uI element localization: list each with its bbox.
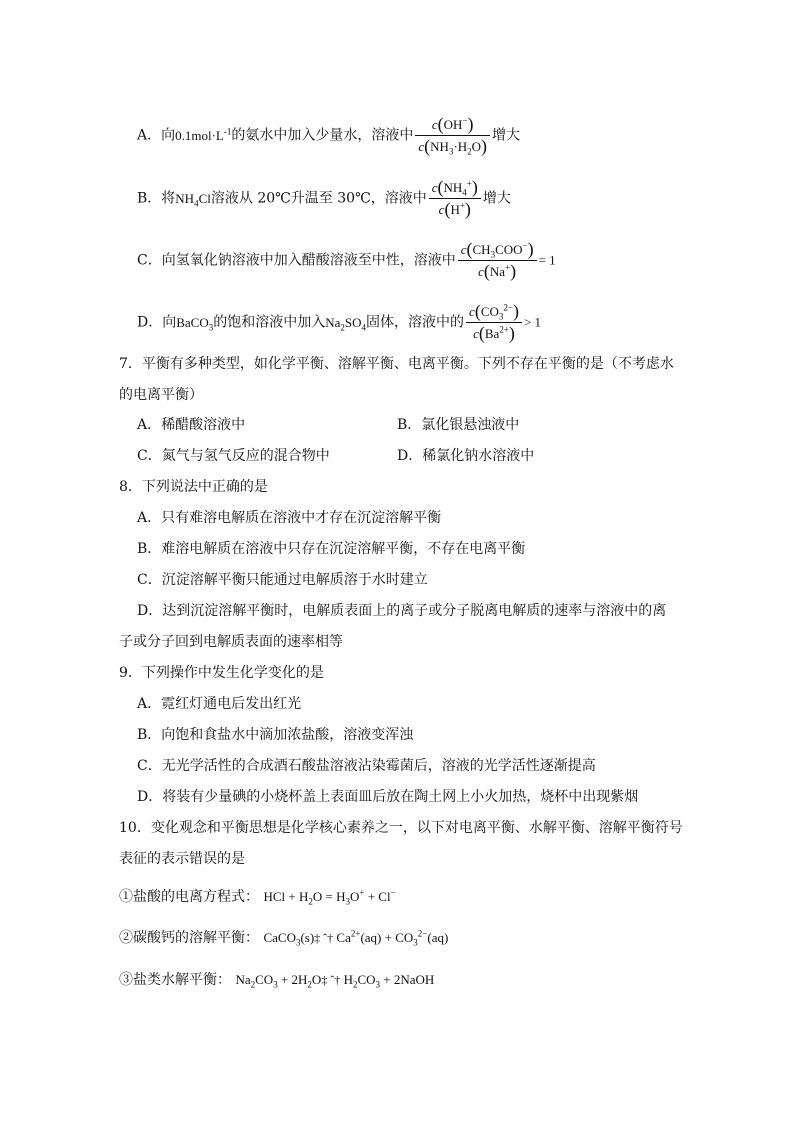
q7-option-a: A．稀醋酸溶液中 bbox=[137, 417, 246, 433]
q10-item-3-equation: $Na_2CO_3$ + $2H_2O\ddagger$ ˆ† $H_2CO_3$ + 2NaOH bbox=[235, 972, 435, 990]
q7-stem-line2: 的电离平衡） bbox=[119, 387, 203, 403]
equilibrium-arrow-icon: ‡ ˆ† bbox=[321, 973, 341, 987]
q10-item-3 bbox=[119, 970, 434, 990]
q6-d-text2: 固体，溶液中的 bbox=[366, 314, 465, 331]
q9-option-a: A．霓红灯通电后发出红光 bbox=[137, 696, 302, 712]
q6-d-prefix: D．向 bbox=[137, 314, 177, 331]
q7-option-d: D．稀氯化钠水溶液中 bbox=[397, 448, 535, 464]
q6-c-text: C．向氢氧化钠溶液中加入醋酸溶液至中性，溶液中 bbox=[137, 252, 456, 269]
q10-item-1 bbox=[119, 887, 396, 907]
q6-option-a bbox=[137, 116, 520, 155]
q6-b-prefix: B．将 bbox=[137, 190, 176, 207]
q9-option-d: D．将装有少量碘的小烧杯盖上表面皿后放在陶土网上小火加热，烧杯中出现紫烟 bbox=[137, 789, 639, 805]
q6-a-fraction: $\frac{c(OH^-)}{c(NH_3\cdot H_2O)}$ bbox=[415, 116, 490, 155]
q6-a-concentration: $0.1mol\cdot L^{-1}$ bbox=[175, 126, 232, 143]
q6-d-salt: BaCO$_3$ bbox=[176, 314, 214, 333]
q10-stem-line2: 表征的表示错误的是 bbox=[119, 851, 245, 867]
q6-option-c bbox=[137, 241, 556, 280]
q6-a-prefix: A．向 bbox=[137, 127, 176, 144]
q10-item-3-label: ③盐类水解平衡： bbox=[119, 972, 231, 988]
q6-c-suffix: = 1 bbox=[538, 252, 556, 268]
q9-option-c: C．无光学活性的合成酒石酸盐溶液沾染霉菌后，溶液的光学活性逐渐提高 bbox=[137, 758, 596, 774]
equilibrium-arrow-icon: ‡ ˆ† bbox=[314, 931, 334, 945]
q10-item-1-label: ①盐酸的电离方程式： bbox=[119, 889, 259, 905]
q6-d-fraction: $\frac{c(CO_3^{2-})}{c(Ba^{2+})}$ bbox=[466, 303, 522, 342]
q9-stem: 9．下列操作中发生化学变化的是 bbox=[119, 665, 324, 681]
q7-option-b: B．氯化银悬浊液中 bbox=[397, 417, 520, 433]
q6-d-reagent: $Na_2SO_4$ bbox=[325, 314, 367, 333]
q6-d-text: 的饱和溶液中加入 bbox=[213, 314, 326, 331]
q10-item-1-equation: HCl + $H_2O = H_3O^+ + Cl^-$ bbox=[263, 887, 396, 907]
q8-option-a: A．只有难溶电解质在溶液中才存在沉淀溶解平衡 bbox=[137, 510, 442, 526]
q6-b-text: 溶液从 20℃升温至 30℃，溶液中 bbox=[210, 190, 427, 207]
q10-stem-line1: 10．变化观念和平衡思想是化学核心素养之一，以下对电离平衡、水解平衡、溶解平衡符号 bbox=[119, 820, 683, 836]
q6-b-fraction: $\frac{c(NH_4^+)}{c(H^+)}$ bbox=[429, 179, 481, 218]
q10-item-2 bbox=[119, 928, 448, 948]
q6-option-b bbox=[137, 179, 511, 218]
q7-option-c: C．氮气与氢气反应的混合物中 bbox=[137, 448, 330, 464]
q8-option-c: C．沉淀溶解平衡只能通过电解质溶于水时建立 bbox=[137, 572, 428, 588]
q7-stem-line1: 7．平衡有多种类型，如化学平衡、溶解平衡、电离平衡。下列不存在平衡的是（不考虑水 bbox=[119, 356, 674, 372]
q8-option-b: B．难溶电解质在溶液中只存在沉淀溶解平衡，不存在电离平衡 bbox=[137, 541, 526, 557]
q8-option-d: D．达到沉淀溶解平衡时，电解质表面上的离子或分子脱离电解质的速率与溶液中的离 bbox=[137, 603, 667, 619]
q6-b-suffix: 增大 bbox=[482, 190, 511, 207]
q6-option-d bbox=[137, 303, 541, 342]
q10-item-2-equation: CaCO$_3$(s)‡ ˆ† $Ca^{2+}(aq) + CO_3^{2-}(aq)$ bbox=[263, 928, 449, 948]
q6-d-suffix: > 1 bbox=[523, 314, 542, 330]
q6-a-text: 的氨水中加入少量水，溶液中 bbox=[231, 127, 414, 144]
q8-option-d-cont: 子或分子回到电解质表面的速率相等 bbox=[119, 634, 343, 650]
q9-option-b: B．向饱和食盐水中滴加浓盐酸，溶液变浑浊 bbox=[137, 727, 414, 743]
q6-c-fraction: $\frac{c(CH_3COO^-)}{c(Na^+)}$ bbox=[458, 241, 537, 280]
q6-b-salt: $NH_4Cl$ bbox=[175, 190, 211, 209]
q8-stem: 8．下列说法中正确的是 bbox=[119, 479, 268, 495]
q6-a-suffix: 增大 bbox=[492, 127, 521, 144]
q10-item-2-label: ②碳酸钙的溶解平衡： bbox=[119, 930, 259, 946]
